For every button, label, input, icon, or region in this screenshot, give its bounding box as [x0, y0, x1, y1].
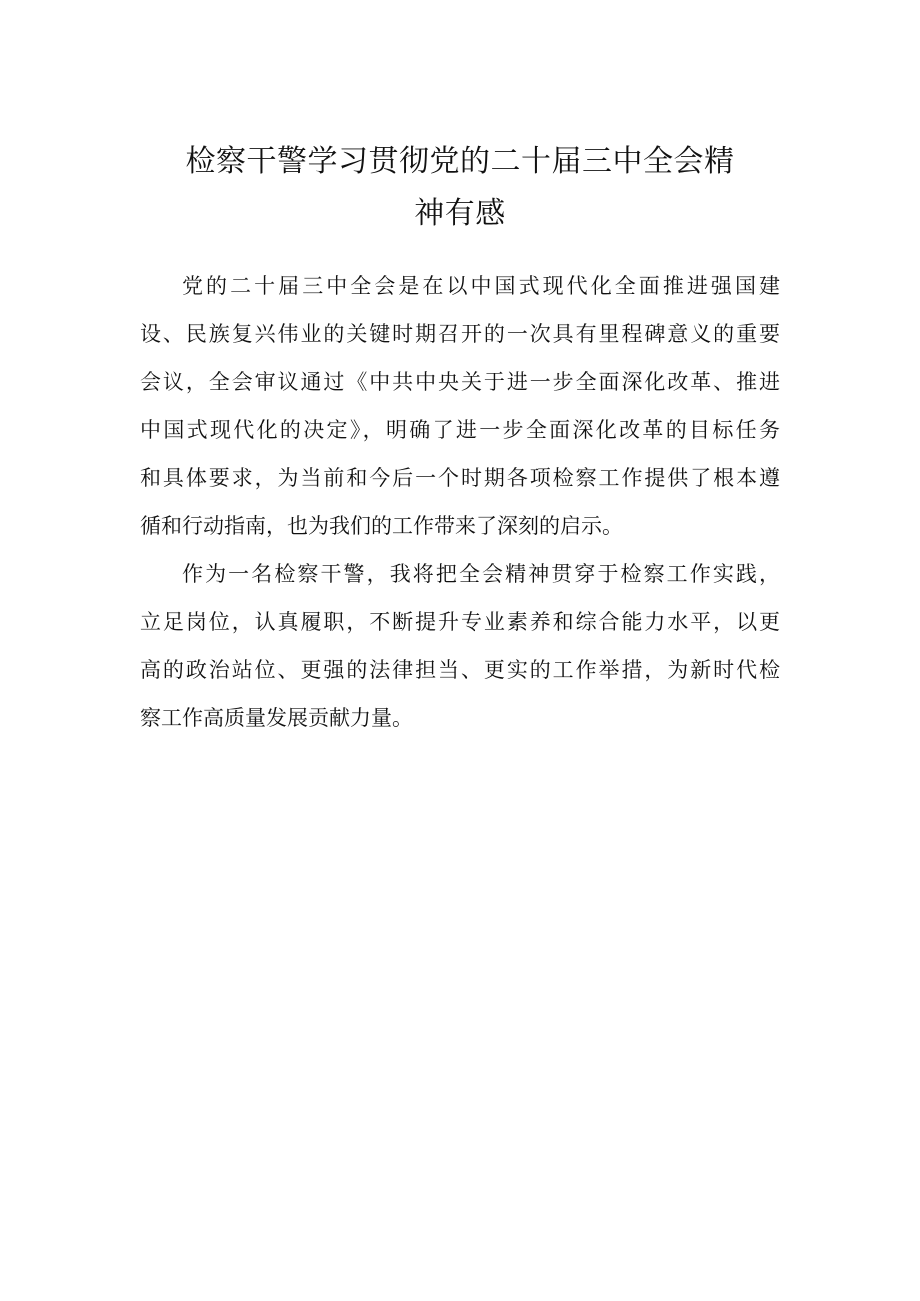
- paragraph-1: [140, 262, 780, 550]
- paragraph-line: 党的二十届三中全会是在以中国式现代化全面推进强国建: [182, 274, 780, 298]
- paragraph-line: 和具体要求，为当前和今后一个时期各项检察工作提供了根本遵: [140, 466, 780, 490]
- document-body: [140, 262, 780, 742]
- paragraph-line: 作为一名检察干警，我将把全会精神贯穿于检察工作实践，: [182, 562, 780, 586]
- paragraph-line: 中国式现代化的决定》，明确了进一步全面深化改革的目标任务: [140, 418, 780, 442]
- title-line-1: 检察干警学习贯彻党的二十届三中全会精: [185, 144, 735, 179]
- document-title: [140, 136, 780, 240]
- paragraph-line: 会议，全会审议通过《中共中央关于进一步全面深化改革、推进: [140, 370, 780, 394]
- paragraph-line: 循和行动指南，也为我们的工作带来了深刻的启示。: [140, 514, 623, 538]
- paragraph-line: 设、民族复兴伟业的关键时期召开的一次具有里程碑意义的重要: [140, 322, 780, 346]
- title-line-2: 神有感: [414, 196, 506, 231]
- paragraph-line: 立足岗位，认真履职，不断提升专业素养和综合能力水平，以更: [140, 610, 780, 634]
- paragraph-line: 高的政治站位、更强的法律担当、更实的工作举措，为新时代检: [140, 658, 780, 682]
- paragraph-line: 察工作高质量发展贡献力量。: [140, 706, 413, 730]
- paragraph-2: [140, 550, 780, 742]
